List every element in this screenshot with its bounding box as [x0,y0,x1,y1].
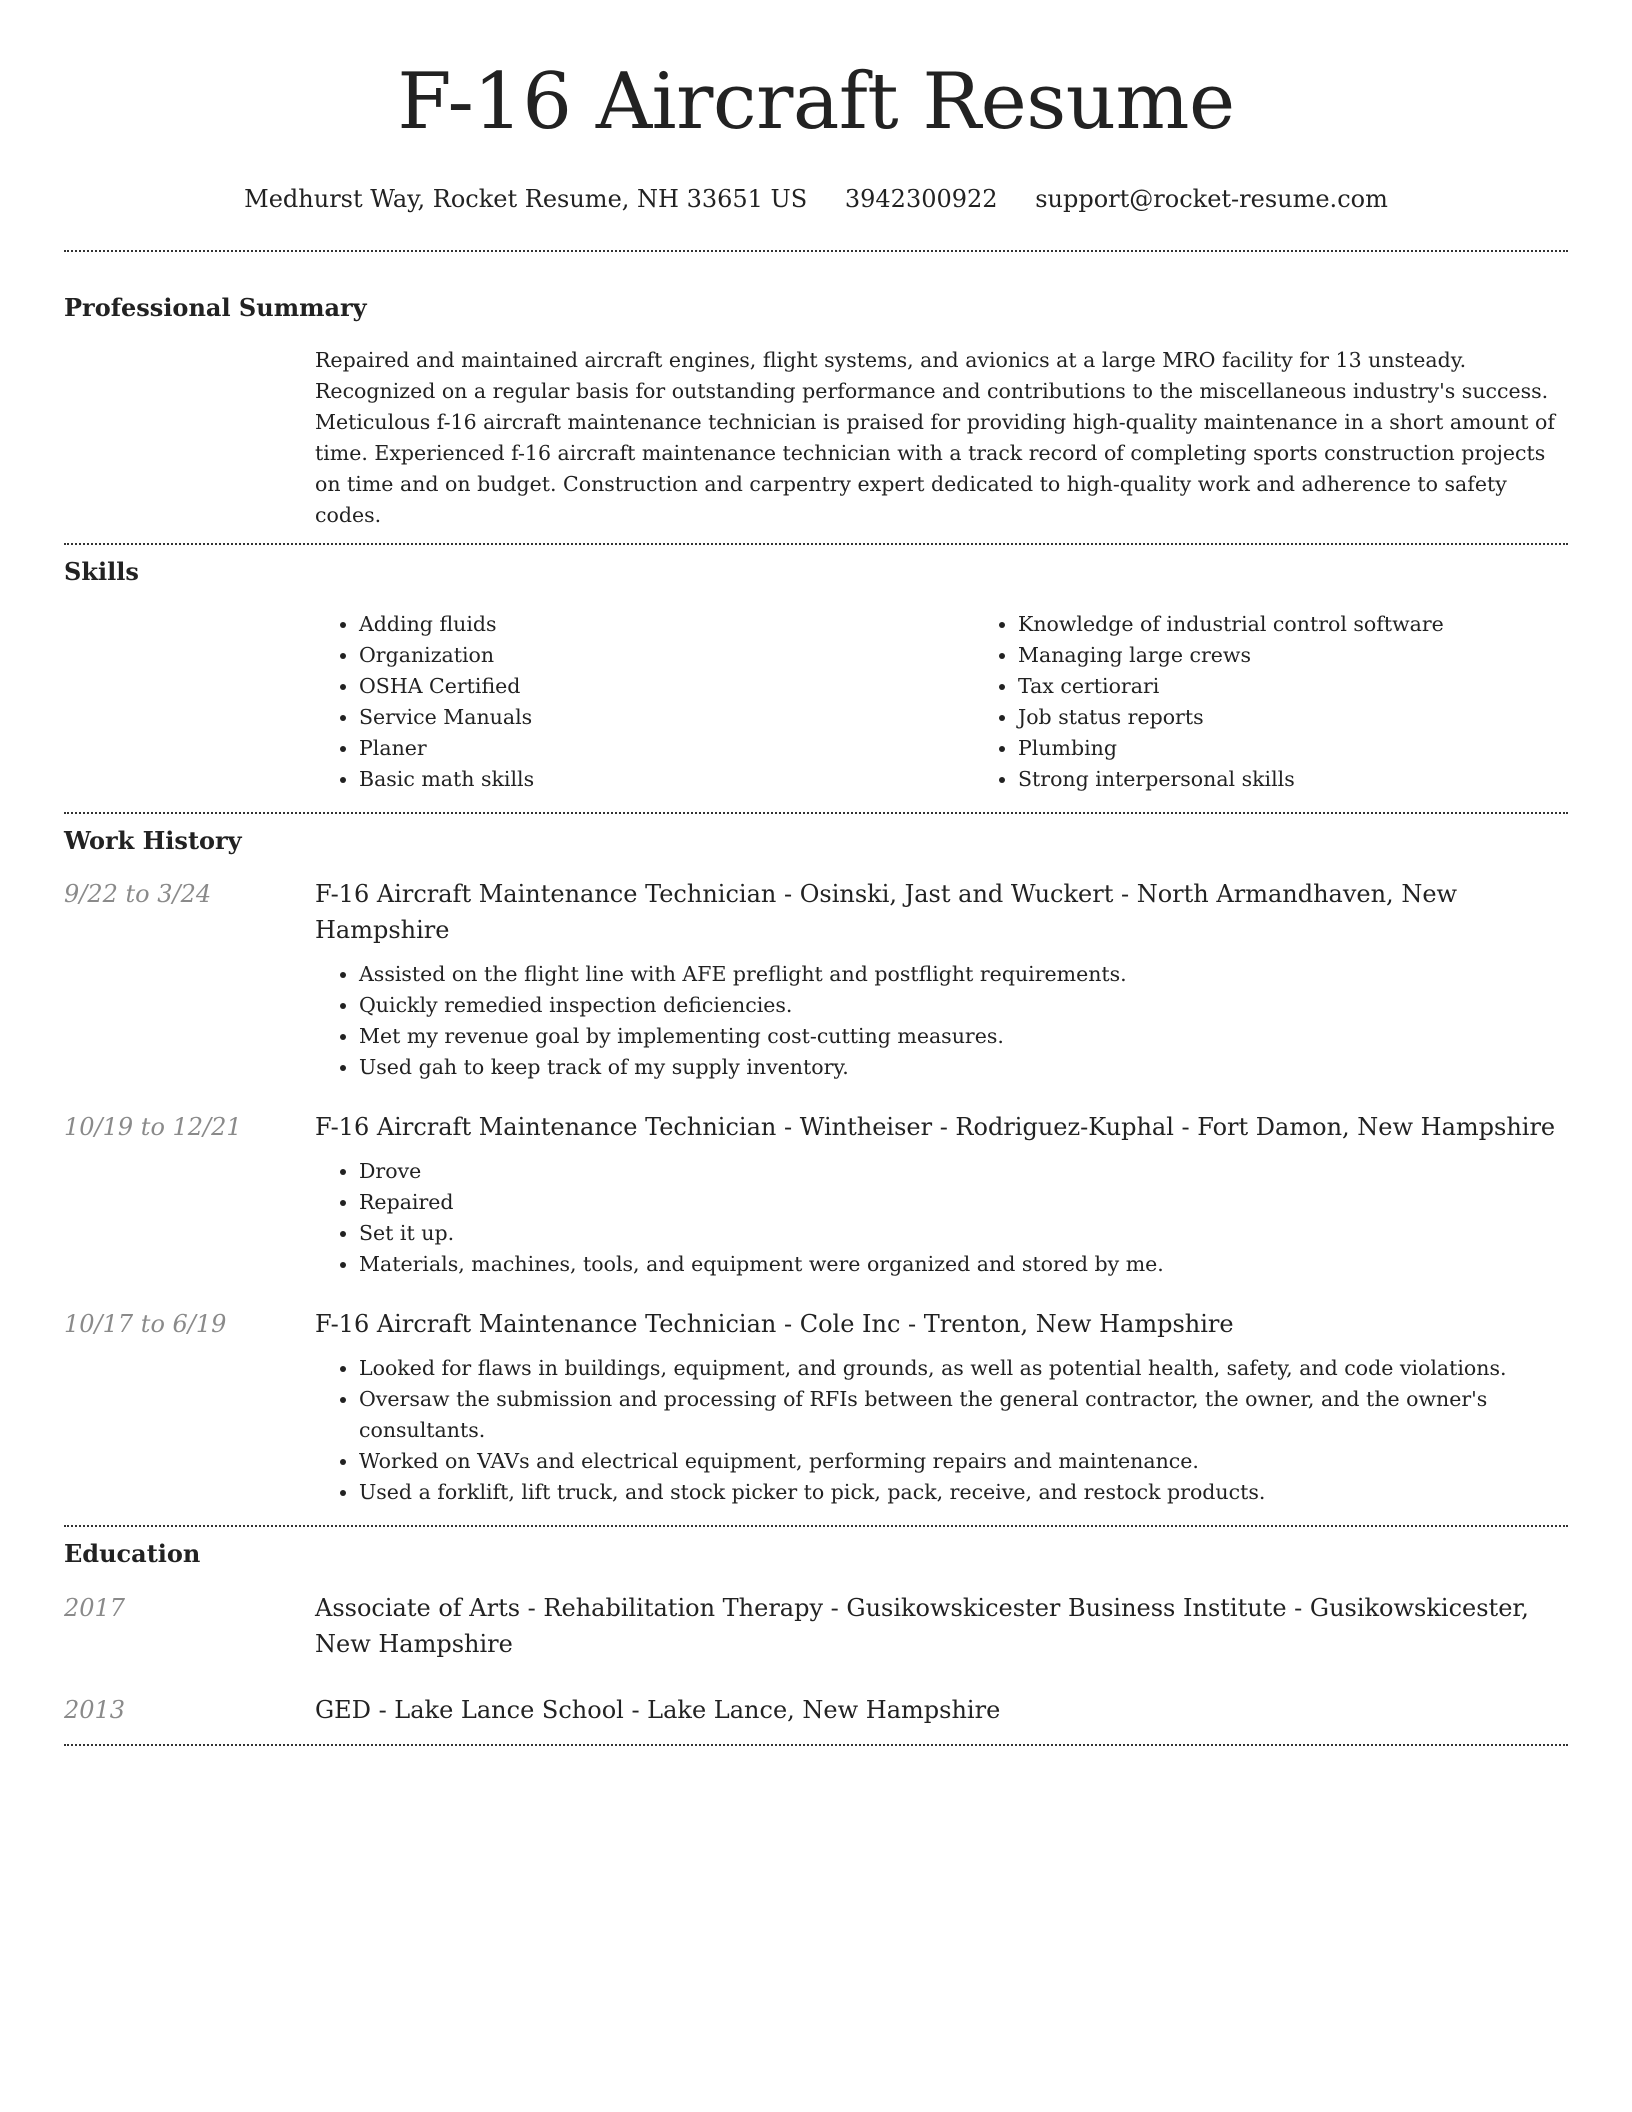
divider [64,1744,1568,1746]
job-entry [64,876,1568,1083]
skill-item: • Plumbing [1018,733,1444,764]
job-bullet: • Worked on VAVs and electrical equipment, performing repairs and maintenance. [359,1446,1568,1477]
job-bullet: • Assisted on the flight line with AFE preflight and postflight requirements. [359,959,1568,990]
resume-title: F-16 Aircraft Resume [397,57,1235,147]
skill-item: • Organization [359,640,974,671]
education-detail: - Lake Lance School - Lake Lance, New Hampshire [370,1696,1001,1724]
job-title-line [315,876,1568,948]
summary-section [64,252,1568,531]
job-title: F-16 Aircraft Maintenance Technician [315,880,777,908]
job-bullet: • Drove [359,1156,1568,1187]
education-detail: - Rehabilitation Therapy - Gusikowskicester Business Institute - Gusikowskicester, New Hampshire [315,1594,1529,1658]
job-bullet: • Met my revenue goal by implementing cost-cutting measures. [359,1021,1568,1052]
job-title: F-16 Aircraft Maintenance Technician [315,1113,777,1141]
job-employer: - Cole Inc - Trenton, New Hampshire [776,1310,1234,1338]
summary-heading: Professional Summary [64,293,367,322]
skill-item: • Tax certiorari [1018,671,1444,702]
skills-column-1 [315,609,974,795]
job-entry [64,1109,1568,1280]
education-section [64,1527,1568,1728]
education-line [315,1692,1568,1728]
job-bullet: • Materials, machines, tools, and equipment were organized and stored by me. [359,1249,1568,1280]
summary-row [64,345,1568,531]
skills-list [315,609,1568,795]
education-entry [64,1692,1568,1728]
skill-item: • Strong interpersonal skills [1018,764,1444,795]
job-employer: - Wintheiser - Rodriguez-Kuphal - Fort Damon, New Hampshire [776,1113,1556,1141]
summary-text: Repaired and maintained aircraft engines, flight systems, and avionics at a large MRO facility for 13 unsteady. Recognized on a regular basis for outstanding performance and contributions to the miscellaneous industry's success. Meticulous f-16 aircraft maintenance technician is praised for providing high-quality maintenance in a short amount of time. Experienced f-16 aircraft maintenance technician with a track record of completing sports construction projects on time and on budget. Construction and carpentry expert dedicated to high-quality work and adherence to safety codes. [315,348,1555,527]
skill-item: • Knowledge of industrial control software [1018,609,1444,640]
skill-item: • OSHA Certified [359,671,974,702]
skill-item: • Managing large crews [1018,640,1444,671]
skills-row [64,609,1568,795]
contact-address: Medhurst Way, Rocket Resume, NH 33651 US [244,185,808,213]
job-entry [64,1306,1568,1508]
job-date: 10/19 to 12/21 [64,1113,242,1141]
skills-column-2 [974,609,1444,795]
contact-phone: 3942300922 [844,185,998,213]
education-degree: GED [315,1696,371,1724]
education-heading: Education [64,1539,201,1568]
job-date: 10/17 to 6/19 [64,1310,227,1338]
education-date: 2013 [64,1696,126,1724]
job-bullet: • Used a forklift, lift truck, and stock picker to pick, pack, receive, and restock products. [359,1477,1568,1508]
skill-item: • Basic math skills [359,764,974,795]
education-line [315,1590,1568,1662]
job-bullets [315,1353,1568,1508]
job-bullet: • Used gah to keep track of my supply inventory. [359,1052,1568,1083]
job-date: 9/22 to 3/24 [64,880,212,908]
education-date: 2017 [64,1594,126,1622]
job-title: F-16 Aircraft Maintenance Technician [315,1310,777,1338]
contact-email: support@rocket-resume.com [1035,185,1388,213]
job-bullet: • Repaired [359,1187,1568,1218]
job-bullet: • Quickly remedied inspection deficiencies. [359,990,1568,1021]
job-title-line [315,1109,1568,1145]
job-employer: - Osinski, Jast and Wuckert - North Armandhaven, New Hampshire [315,880,1458,944]
education-degree: Associate of Arts [315,1594,521,1622]
job-bullet: • Oversaw the submission and processing of RFIs between the general contractor, the owner, and the owner's consultants. [359,1384,1568,1446]
job-title-line [315,1306,1568,1342]
job-bullets [315,1156,1568,1280]
job-bullets [315,959,1568,1083]
work-history-section [64,814,1568,1508]
skill-item: • Adding fluids [359,609,974,640]
job-bullet: • Looked for flaws in buildings, equipment, and grounds, as well as potential health, safety, and code violations. [359,1353,1568,1384]
skills-section [64,545,1568,795]
skill-item: • Service Manuals [359,702,974,733]
contact-line [64,184,1568,214]
skill-item: • Planer [359,733,974,764]
work-history-heading: Work History [64,826,242,855]
education-entry [64,1590,1568,1662]
job-bullet: • Set it up. [359,1218,1568,1249]
skill-item: • Job status reports [1018,702,1444,733]
skills-heading: Skills [64,557,139,586]
